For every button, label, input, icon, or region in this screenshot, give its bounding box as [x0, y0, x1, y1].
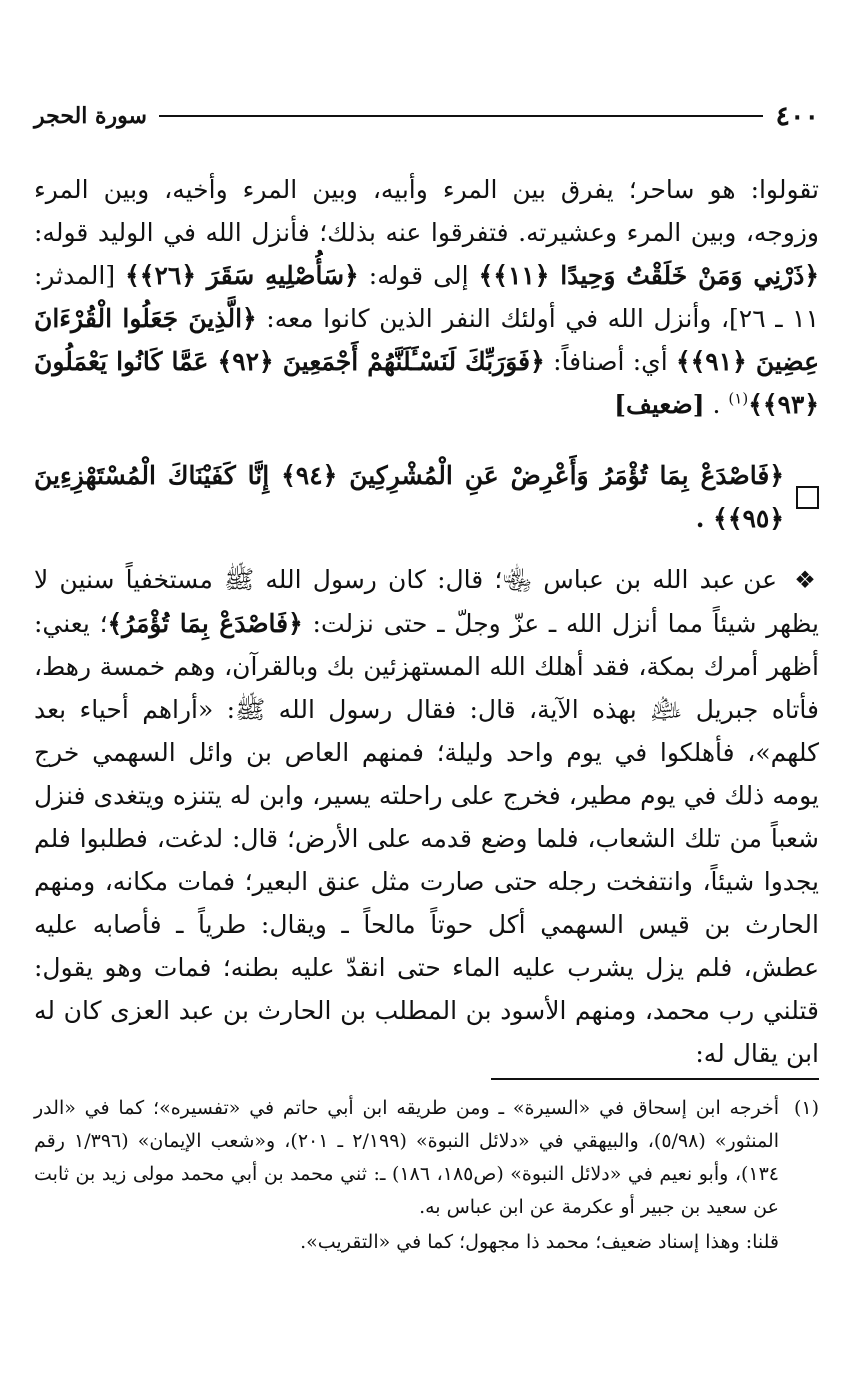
paragraph-text: ؛ يعني: أظهر أمرك بمكة، فقد أهلك الله المستهزئين بك وبالقرآن، وهم خمسة رهط، فأتاه جبريل ﵇ بهذه الآية، قال: فقال رسول الله ﷺ: «أراهم أحياء بعد كلهم»، فأهلكوا في يوم واحد وليلة؛ فمنهم العاص بن وائل السهمي خرج يومه ذلك في يوم مطير، فخرج على راحلته يسير، وابن له يتنزه ويتغدى فنزل شعباً من تلك الشعاب، فلما وضع قدمه على الأرض؛ قال: لدغت، فطلبوا فلم يجدوا شيئاً، وانتفخت رجله حتى صارت مثل عنق البعير؛ فمات مكانه، ومنهم الحارث بن قيس السهمي أكل حوتاً مالحاً ـ ويقال: طرياً ـ فأصابه عليه عطش، فلم يزل يشرب عليه الماء حتى انقدّ عليه بطنه؛ فمات وهو يقول: قتلني رب محمد، ومنهم الأسود بن المطلب بن الحارث بن عبد العزى كان له ابن يقال له: [34, 609, 819, 1068]
paragraph-text: أي: أصنافاً: [553, 347, 668, 376]
diamond-ornament-icon: ❖ [794, 566, 819, 594]
paragraph-hadith [34, 558, 819, 1075]
footnotes [34, 1092, 819, 1259]
running-header [34, 96, 819, 136]
page-number: ٤٠٠ [775, 100, 819, 132]
footnote-text: أخرجه ابن إسحاق في «السيرة» ـ ومن طريقه ابن أبي حاتم في «تفسيره»؛ كما في «الدر المنثور» (٥/٩٨)، والبيهقي في «دلائل النبوة» (٢/١٩٩ ـ ٢٠١)، و«شعب الإيمان» (١/٣٩٦ رقم ١٣٤)، وأبو نعيم في «دلائل النبوة» (ص١٨٥، ١٨٦) ـ: ثني محمد بن أبي محمد مولى زيد بن ثابت عن سعيد بن جبير أو عكرمة عن ابن عباس به. [34, 1097, 780, 1218]
surah-title: سورة الحجر [34, 103, 147, 129]
footnote-1 [34, 1092, 819, 1224]
verse-heading [34, 454, 819, 540]
footnote-verdict: قلنا: وهذا إسناد ضعيف؛ محمد ذا مجهول؛ كما في «التقريب». [300, 1231, 779, 1253]
paragraph-text: . [712, 390, 721, 419]
header-rule [159, 115, 764, 117]
footnote-separator [491, 1078, 819, 1080]
square-bullet-icon [796, 486, 819, 509]
verse-heading-text: ﴿فَاصْدَعْ بِمَا تُؤْمَرُ وَأَعْرِضْ عَنِ الْمُشْرِكِينَ ﴿٩٤﴾ إِنَّا كَفَيْنَاكَ الْمُسْتَهْزِءِينَ ﴿٩٥﴾﴾ . [34, 461, 784, 533]
paragraph-tafsir [34, 168, 819, 426]
footnote-reference[interactable]: (١) [728, 389, 749, 408]
paragraph-text: إلى قوله: [368, 261, 469, 290]
quran-quote: ﴿الَّذِينَ جَعَلُوا الْقُرْءَانَ عِضِينَ ﴿٩١﴾﴾ [34, 304, 820, 376]
quran-quote: ﴿فَاصْدَعْ بِمَا تُؤْمَرُ﴾ [107, 609, 303, 638]
quran-quote: ﴿ذَرْنِي وَمَنْ خَلَقْتُ وَحِيدًا ﴿١١﴾﴾ [478, 261, 819, 290]
footnote-number: (١) [793, 1097, 819, 1119]
quran-reference: [المدثر: ١١ ـ ٢٦]، [34, 261, 819, 333]
main-text [34, 168, 819, 1075]
quran-quote: ﴿سَأُصْلِيهِ سَقَرَ ﴿٢٦﴾﴾ [125, 261, 359, 290]
paragraph-text: تقولوا: هو ساحر؛ يفرق بين المرء وأبيه، وبين المرء وأخيه، وبين المرء وزوجه، وبين المرء وعشيرته. فتفرقوا عنه بذلك؛ فأنزل الله في الوليد قوله: [34, 175, 819, 247]
hadith-grade: [ضعيف] [614, 390, 705, 419]
quran-quote: ﴿فَوَرَبِّكَ لَنَسْـَٔلَنَّهُمْ أَجْمَعِينَ ﴿٩٢﴾ عَمَّا كَانُوا يَعْمَلُونَ ﴿٩٣﴾﴾ [34, 347, 819, 419]
paragraph-text: وأنزل الله في أولئك النفر الذين كانوا معه: [266, 304, 712, 333]
paragraph-text: عن عبد الله بن عباس ﵄؛ قال: كان رسول الله ﷺ مستخفياً سنين لا يظهر شيئاً مما أنزل الله ـ عزّ وجلّ ـ حتى نزلت: [34, 565, 819, 638]
